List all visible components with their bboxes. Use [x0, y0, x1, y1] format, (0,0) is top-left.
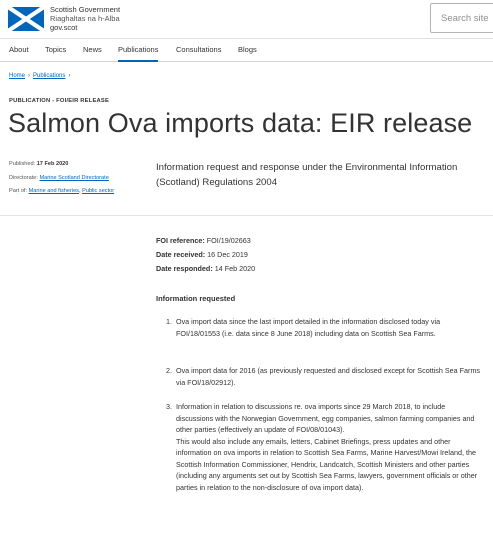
date-received-label: Date received: — [156, 250, 206, 259]
date-responded — [156, 262, 255, 276]
directorate-link[interactable]: Marine Scotland Directorate — [39, 175, 109, 181]
part-of — [9, 188, 114, 194]
logo-line-english: Scottish Government — [50, 5, 121, 14]
published-label: Published: — [9, 161, 36, 167]
information-requested-heading: Information requested — [156, 294, 236, 303]
part-of-comma: , — [78, 188, 81, 194]
breadcrumb-separator: › — [28, 73, 31, 79]
nav-item-about[interactable]: About — [9, 45, 29, 54]
saltire-flag-icon — [8, 7, 44, 31]
nav-item-topics[interactable]: Topics — [45, 45, 67, 54]
main-nav — [0, 38, 493, 62]
list-item — [156, 365, 481, 388]
publication-type-label: PUBLICATION - FOI/EIR RELEASE — [9, 98, 110, 104]
list-item — [156, 401, 481, 493]
breadcrumb — [9, 73, 73, 79]
gov-scot-logo[interactable] — [8, 5, 120, 32]
directorate-label: Directorate: — [9, 175, 38, 181]
date-responded-value: 14 Feb 2020 — [214, 264, 256, 273]
foi-reference — [156, 234, 255, 248]
list-item-text-continued: This would also include any emails, letters, Cabinet Briefings, press updates and other information on ova imports in relation to Scottish Sea Farms, Marine Harvest/Mowi Ireland, the Scottish Information Commissioner, Hendrix, Landcatch, Scottish Ministers and other parties (including any arguments set out by Scottish Sea Farms, lawyers, government officials or other parties in relation to the non-disclosure of ova import data). — [176, 436, 478, 492]
logo-line-gaelic: Riaghaltas na h-Alba — [50, 14, 120, 23]
search-input[interactable] — [430, 3, 493, 33]
publication-summary: Information request and response under the Environmental Information (Scotland) Regulations 2004 — [156, 162, 458, 188]
breadcrumb-home[interactable]: Home — [9, 73, 26, 79]
date-received — [156, 248, 255, 262]
request-facts — [156, 234, 255, 276]
breadcrumb-separator: › — [68, 73, 71, 79]
nav-item-blogs[interactable]: Blogs — [238, 45, 257, 54]
page-title: Salmon Ova imports data: EIR release — [8, 108, 473, 138]
foi-reference-value: FOI/19/02663 — [206, 236, 251, 245]
nav-item-publications[interactable]: Publications — [118, 39, 158, 62]
part-of-link-marine[interactable]: Marine and fisheries — [28, 188, 79, 194]
date-responded-label: Date responded: — [156, 264, 213, 273]
part-of-link-public-sector[interactable]: Public sector — [82, 188, 115, 194]
list-item-text: Information in relation to discussions re. ova imports since 29 March 2018, to include discussions with the Norwegian Government, egg companies, salmon farming companies and other parties (effectively an update of FOI/08/01043). — [176, 402, 475, 434]
list-item-number: 2. — [166, 366, 172, 375]
published-value: 17 Feb 2020 — [36, 161, 69, 167]
information-requested-section — [156, 294, 235, 303]
logo-line-domain: gov.scot — [50, 23, 78, 32]
list-item-number: 1. — [166, 317, 172, 326]
breadcrumb-publications[interactable]: Publications — [33, 73, 66, 79]
nav-item-consultations[interactable]: Consultations — [176, 45, 222, 54]
site-header — [0, 0, 493, 38]
foi-reference-label: FOI reference: — [156, 236, 205, 245]
section-divider — [0, 215, 493, 216]
published-date — [9, 161, 68, 167]
date-received-value: 16 Dec 2019 — [207, 250, 248, 259]
directorate — [9, 175, 109, 181]
list-item-text: Ova import data for 2016 (as previously requested and disclosed except for Scottish Sea Farms via FOI/18/02912). — [176, 366, 481, 387]
list-item-text: Ova import data since the last import detailed in the information disclosed today via FOI/18/01553 (i.e. data since 8 June 2018) including data on Scottish Sea Farms. — [176, 317, 441, 338]
part-of-label: Part of: — [9, 188, 28, 194]
search-placeholder: Search site — [441, 13, 489, 24]
nav-item-news[interactable]: News — [83, 45, 102, 54]
list-item-number: 3. — [166, 402, 172, 411]
list-item — [156, 316, 481, 339]
logo-text — [50, 5, 120, 32]
